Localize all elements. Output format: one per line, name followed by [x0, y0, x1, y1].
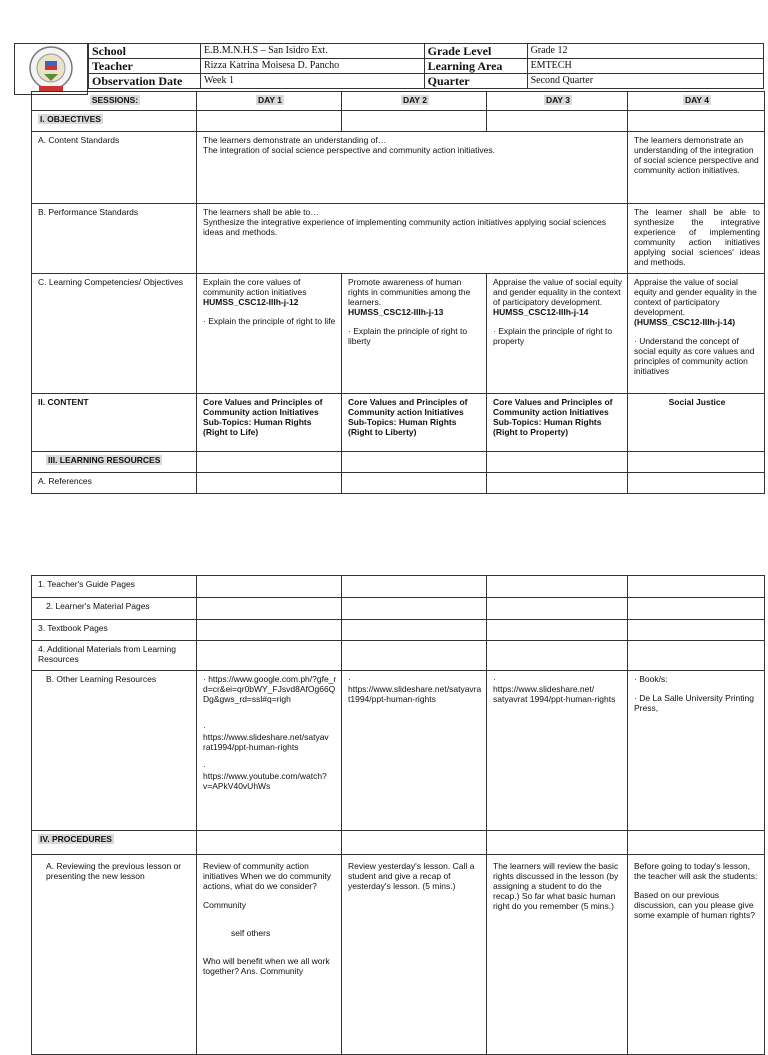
sessions-header: SESSIONS: [32, 92, 197, 111]
school-seal-logo [14, 43, 88, 95]
reviewing-lesson-label: A. Reviewing the previous lesson or presenting the new lesson [32, 855, 197, 1055]
competencies-day3: Appraise the value of social equity and gender equality in the context of participatory development. HUMSS_CSC12-IIIh-j-14 · Explain the principle of right to property [487, 274, 628, 394]
grade-level-label: Grade Level [424, 44, 527, 59]
reviewing-day1: Review of community action initiatives When we do community actions, what do we consider? Community self others Who will benefit when we all work together? Ans. Community [197, 855, 342, 1055]
content-standards-label: A. Content Standards [32, 132, 197, 204]
content-day3: Core Values and Principles of Community action Initiatives Sub-Topics: Human Rights (Right to Property) [487, 394, 628, 452]
school-label: School [89, 44, 201, 59]
performance-standards-text: The learners shall be able to… Synthesize the integrative experience of implementing community action initiatives applying social sciences ideas and methods. [197, 204, 628, 274]
competencies-label: C. Learning Competencies/ Objectives [32, 274, 197, 394]
content-day4: Social Justice [628, 394, 765, 452]
grade-level-value: Grade 12 [527, 44, 763, 59]
learning-resources-heading: III. LEARNING RESOURCES [32, 452, 197, 473]
day1-header: DAY 1 [197, 92, 342, 111]
performance-standards-day4: The learner shall be able to synthesize the integrative experience of implementing community action initiatives applying social sciences' ideas and methods. [628, 204, 765, 274]
reviewing-day4: Before going to today's lesson, the teacher will ask the students: Based on our previous discussion, can you please give some example of human rights? [628, 855, 765, 1055]
learning-area-value: EMTECH [527, 59, 763, 74]
quarter-value: Second Quarter [527, 74, 763, 89]
procedures-heading: IV. PROCEDURES [32, 831, 197, 855]
header-info-table [88, 43, 764, 89]
objectives-heading: I. OBJECTIVES [32, 111, 197, 132]
quarter-label: Quarter [424, 74, 527, 89]
content-standards-day4: The learners demonstrate an understanding of the integration of social science perspective and community action initiatives. [628, 132, 765, 204]
competencies-day4: Appraise the value of social equity and gender equality in the context of participatory development. (HUMSS_CSC12-IIIh-j-14) · Understand the concept of social equity as core values and principles of community action initiatives [628, 274, 765, 394]
content-standards-text: The learners demonstrate an understanding of… The integration of social science perspective and community action initiatives. [197, 132, 628, 204]
day4-header: DAY 4 [628, 92, 765, 111]
teacher-label: Teacher [89, 59, 201, 74]
competencies-day1: Explain the core values of community action initiatives HUMSS_CSC12-IIIh-j-12 · Explain the principle of right to life [197, 274, 342, 394]
reviewing-day3: The learners will review the basic rights discussed in the lesson (by assigning a student to do the recap.) So far what basic human right do you remember (5 mins.) [487, 855, 628, 1055]
content-day2: Core Values and Principles of Community action Initiatives Sub-Topics: Human Rights (Right to Liberty) [342, 394, 487, 452]
day3-header: DAY 3 [487, 92, 628, 111]
observation-date-value: Week 1 [200, 74, 424, 89]
additional-materials-label: 4. Additional Materials from Learning Resources [32, 641, 197, 671]
learning-area-label: Learning Area [424, 59, 527, 74]
lesson-plan-table-2 [31, 575, 765, 1055]
references-label: A. References [32, 473, 197, 494]
teacher-value: Rizza Katrina Moisesa D. Pancho [200, 59, 424, 74]
performance-standards-label: B. Performance Standards [32, 204, 197, 274]
other-resources-day2: · https://www.slideshare.net/satyavra t1994/ppt-human-rights [342, 671, 487, 831]
day2-header: DAY 2 [342, 92, 487, 111]
other-resources-day1: · https://www.google.com.ph/?gfe_rd=cr&ei=qr0bWY_FJsvd8AfOg66QDg&gws_rd=ssl#q=righ · https://www.slideshare.net/satyav rat1994/ppt-human-rights · https://www.youtube.com/watch? v=APkV40vUhWs [197, 671, 342, 831]
competencies-day2: Promote awareness of human rights in communities among the learners. HUMSS_CSC12-IIIh-j-13 · Explain the principle of right to liberty [342, 274, 487, 394]
lesson-plan-table-1 [31, 91, 765, 494]
content-heading: II. CONTENT [32, 394, 197, 452]
other-resources-day3: · https://www.slideshare.net/ satyavrat 1994/ppt-human-rights [487, 671, 628, 831]
other-resources-label: B. Other Learning Resources [32, 671, 197, 831]
learners-material-label: 2. Learner's Material Pages [32, 598, 197, 620]
content-day1: Core Values and Principles of Community action Initiatives Sub-Topics: Human Rights (Right to Life) [197, 394, 342, 452]
textbook-pages-label: 3. Textbook Pages [32, 620, 197, 641]
teachers-guide-label: 1. Teacher's Guide Pages [32, 576, 197, 598]
reviewing-day2: Review yesterday's lesson. Call a student and give a recap of yesterday's lesson. (5 mins.) [342, 855, 487, 1055]
other-resources-day4: · Book/s: · De La Salle University Printing Press, [628, 671, 765, 831]
observation-date-label: Observation Date [89, 74, 201, 89]
school-value: E.B.M.N.H.S – San Isidro Ext. [200, 44, 424, 59]
